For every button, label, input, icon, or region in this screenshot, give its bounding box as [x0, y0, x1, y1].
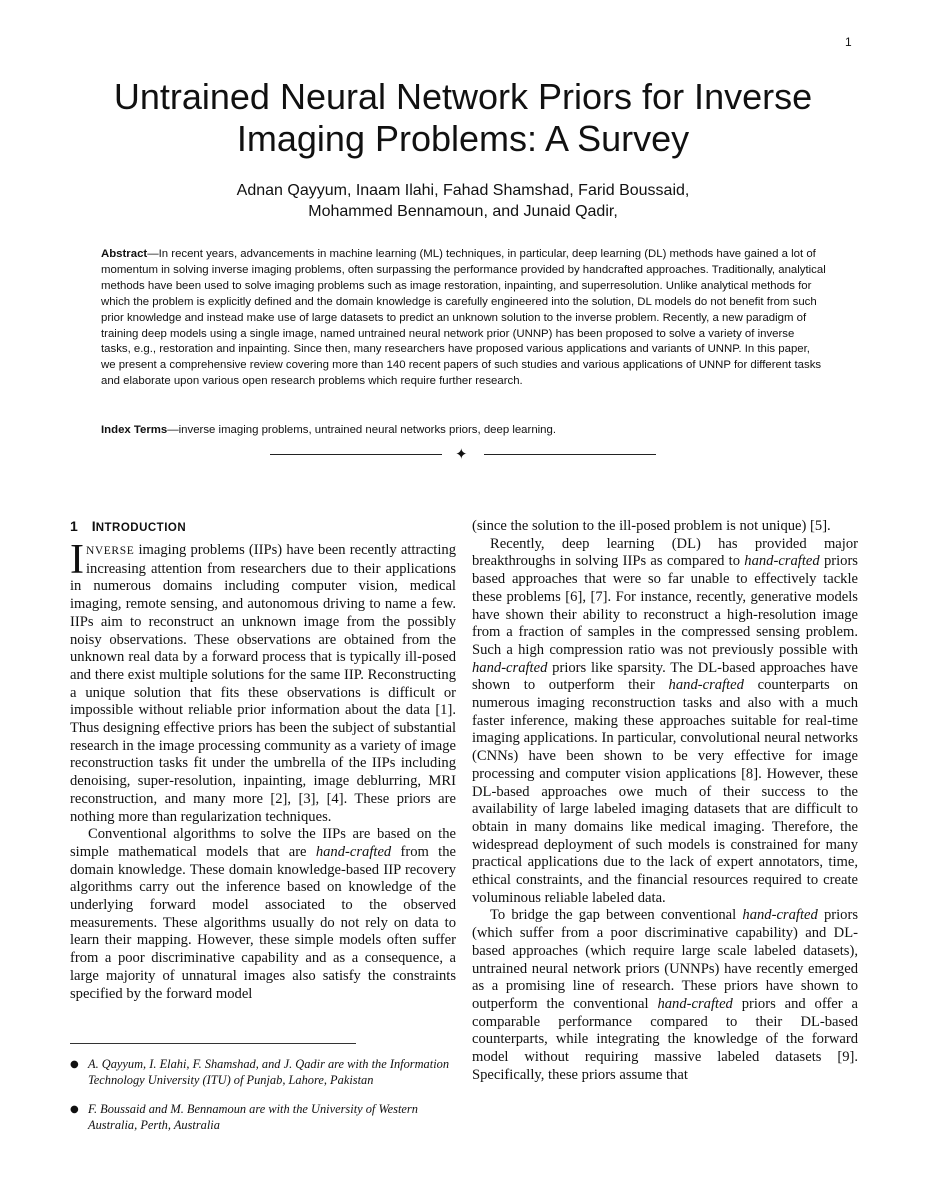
authors-line-1: Adnan Qayyum, Inaam Ilahi, Fahad Shamshad, Farid Boussaid, — [236, 182, 690, 199]
intro-paragraph-3 — [472, 536, 858, 908]
bullet-icon: ● — [70, 1059, 79, 1070]
index-terms-text: —inverse imaging problems, untrained neural networks priors, deep learning. — [167, 424, 557, 436]
drop-cap: I — [70, 537, 84, 583]
right-column — [472, 518, 858, 1085]
abstract-label: Abstract — [101, 248, 148, 260]
section-heading-introduction — [70, 516, 456, 538]
text-run: priors (which suffer from a poor discriminative capability) and DL-based approaches (which require large scale labeled datasets), untrained neural network priors (UNNPs) have recently emerged as a promising line of research. These priors have shown to outperform the conventional — [472, 907, 858, 1012]
section-number: 1 — [70, 518, 78, 534]
abstract-text: —In recent years, advancements in machine learning (ML) techniques, in particular, deep learning (DL) methods have gained a lot of momentum in solving inverse imaging problems, often surpassing the performance provided by handcrafted approaches. Traditionally, analytical methods have been used to solve imaging problems such as image restoration, inpainting, and superresolution. Unlike analytical methods for which the problem is explicitly defined and the domain knowledge is carefully engineered into the solution, DL models do not benefit from such prior knowledge and instead make use of large datasets to predict an unknown solution to the inverse problem. Recently, a new paradigm of training deep models using a single image, named untrained neural network prior (UNNP) has been proposed to solve a variety of inverse tasks, e.g., restoration and inpainting. Since then, many researchers have proposed various applications and variants of UNNP. In this paper, we present a comprehensive review covering more than 140 recent papers of such studies and various applications of UNNP for different tasks and elaborate upon various open research problems which require further research. — [101, 248, 826, 388]
emphasis: hand-crafted — [744, 553, 820, 570]
emphasis: hand-crafted — [742, 907, 818, 924]
paper-title — [60, 76, 866, 160]
text-run: from the domain knowledge. These domain knowledge-based IIP recovery algorithms carry out the inference based on knowledge of the underlying forward model associated to the observed measurements. These algorithms usually do not rely on data to learn their mapping. However, these simple models often suffer from a poor discriminative capability and as a consequence, a large majority of unnatural images also satisfy the constraints specified by the forward model — [70, 843, 456, 1002]
text-run: To bridge the gap between conventional — [490, 907, 743, 924]
footnote-text: A. Qayyum, I. Elahi, F. Shamshad, and J. Qadir are with the Information Technology University (ITU) of Punjab, Lahore, Pakistan — [88, 1057, 450, 1087]
text-run: counterparts on numerous imaging reconstruction tasks and also with a much faster inference, making these approaches suitable for real-time imaging applications. In particular, convolutional neural networks (CNNs) have been shown to be very effective for image processing and computer vision applications [8]. However, these DL-based approaches owe much of their success to the availability of large labeled imaging datasets that are difficult to obtain in many domains like medical imaging. Therefore, the widespread deployment of such models is constrained for many practical applications due to the lack of expert annotators, time, ethical constraints, and the financial resources required to create voluminous reliable labeled data. — [472, 677, 858, 906]
title-line-2: Imaging Problems: A Survey — [236, 118, 690, 159]
intro-paragraph-continued: (since the solution to the ill-posed problem is not unique) [5]. — [472, 518, 831, 534]
intro-paragraph-4 — [472, 907, 858, 1084]
page-number: 1 — [845, 35, 852, 49]
separator-rule-right — [484, 454, 656, 455]
footnote-text: F. Boussaid and M. Bennamoun are with the University of Western Australia, Perth, Australia — [88, 1102, 418, 1132]
emphasis: hand-crafted — [668, 677, 744, 694]
footnote-affiliation-itu — [70, 1057, 456, 1088]
separator-star-icon: ✦ — [455, 445, 468, 463]
text-run: priors like sparsity. The DL-based approaches have shown to outperform their — [472, 659, 858, 694]
emphasis: hand-crafted — [315, 843, 392, 860]
section-separator — [270, 446, 656, 462]
text-run: priors and offer a comparable performance compared to their DL-based counterparts, while integrating the knowledge of the forward model without requiring massive labeled datasets [9]. Specifically, these priors assume that — [472, 995, 858, 1083]
intro-paragraph-1 — [70, 537, 456, 826]
intro-paragraph-1-text: imaging problems (IIPs) have been recently attracting increasing attention from researchers due to their applications in numerous domains including computer vision, medical imaging, remote sensing, and autonomous driving to name a few. IIPs aim to reconstruct an unknown image from the possibly noisy observations. These observations are obtained from the unknown real data by a forward process that is typically ill-posed and there exist multiple solutions for the same IIP. Reconstructing a unique solution that fits these observations is difficult or impossible without reliable prior information about the data [1]. Thus designing effective priors has been the subject of substantial research in the image processing community as a variety of image reconstruction tasks fit under the umbrella of the IIPs including denoising, super-resolution, inpainting, image deblurring, MRI reconstruction, and many more [2], [3], [4]. These priors are nothing more than regularization techniques. — [70, 542, 456, 825]
intro-paragraph-2 — [70, 826, 456, 1003]
title-line-1: Untrained Neural Network Priors for Inverse — [113, 76, 813, 117]
footnote-rule — [70, 1043, 356, 1044]
text-run: Recently, deep learning (DL) has provided major breakthroughs in solving IIPs as compared to — [472, 535, 858, 570]
separator-rule-left — [270, 454, 442, 455]
footnote-affiliation-uwa — [70, 1102, 456, 1133]
emphasis: hand-crafted — [472, 659, 548, 676]
emphasis: hand-crafted — [657, 995, 733, 1012]
text-run: priors based approaches that were so far unable to effectively tackle these problems [6], [7]. For instance, recently, generative models have shown their ability to reconstruct a high-resolution image from a fraction of samples in the compressed sensing problem. Such a high compression ratio was not previously possible with — [472, 553, 858, 658]
drop-cap-continuation: NVERSE — [86, 545, 135, 557]
author-list — [60, 180, 866, 222]
section-title-rest: NTRODUCTION — [95, 522, 187, 534]
abstract — [101, 247, 827, 390]
authors-line-2: Mohammed Bennamoun, and Junaid Qadir, — [308, 203, 618, 220]
index-terms — [101, 422, 827, 438]
left-column — [70, 516, 456, 1003]
index-terms-label: Index Terms — [101, 424, 168, 436]
bullet-icon: ● — [70, 1104, 79, 1115]
footnotes — [70, 1057, 456, 1147]
section-title-initial: I — [91, 518, 96, 534]
text-run: Conventional algorithms to solve the IIPs are based on the simple mathematical models that are — [70, 826, 456, 860]
